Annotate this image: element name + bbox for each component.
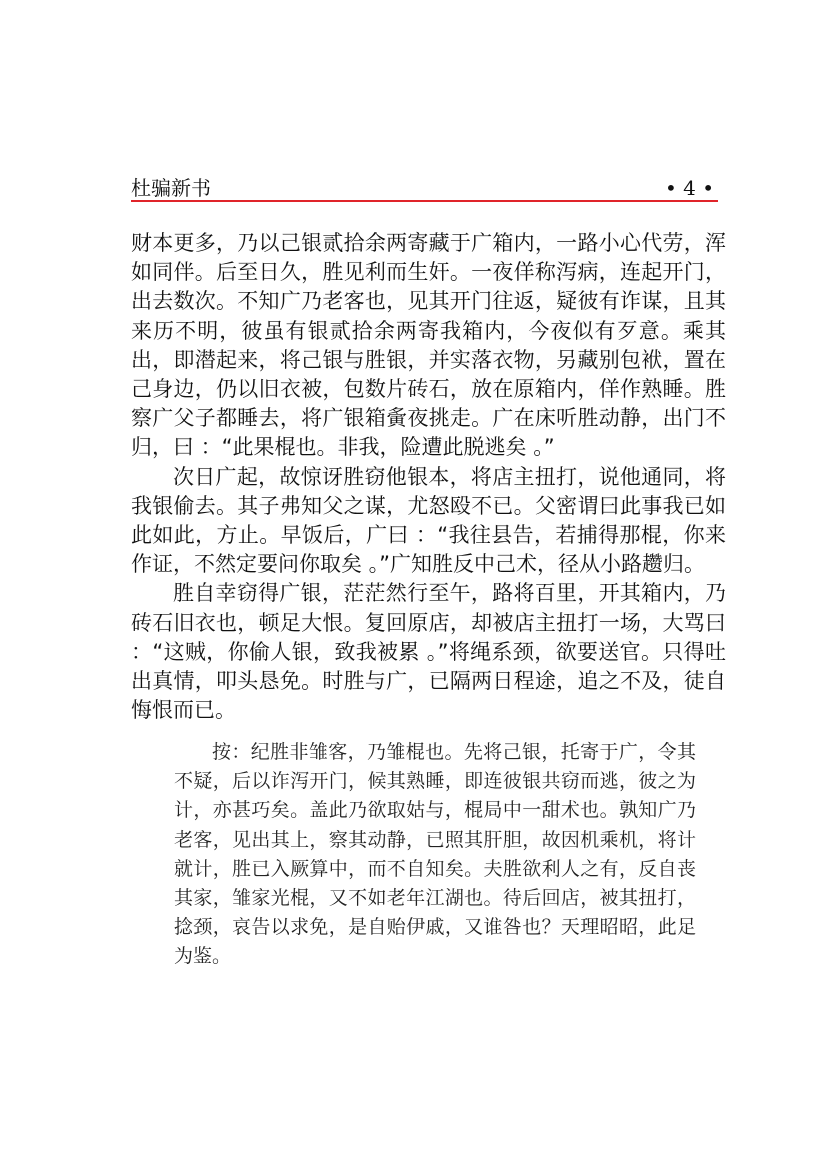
header-rule bbox=[131, 200, 718, 202]
commentary-text: 按：纪胜非雏客，乃雏棍也。先将己银，托寄于广，令其不疑，后以诈泻开门，候其熟睡，即连彼银共窃而逃，彼之为计，亦甚巧矣。盖此乃欲取姑与，棍局中一甜术也。孰知广乃老客，见出其上，察其动静，已照其肝胆，故因机乘机，将计就计，胜已入厥算中，而不自知矣。夫胜欲利人之有，反自丧其家，雏家光棍，又不如老年江湖也。待后回店，被其扭打，捻颈，哀告以求免，是自贻伊戚，又谁咎也？天理昭昭，此足为鉴。 bbox=[174, 741, 696, 968]
paragraph: 次日广起，故惊讶胜窃他银本，将店主扭打，说他通同，将我银偷去。其子弗知父之谋，尤怒殴不已。父密谓曰此事我已如此如此，方止。早饭后，广曰 ：“我往县告，若捕得那棍，你来作证，不然定要问你取矣 。”广知胜反中己术，径从小路趱归。 bbox=[131, 464, 726, 577]
paragraph: 财本更多，乃以己银贰拾余两寄藏于广箱内，一路小心代劳，浑如同伴。后至日久，胜见利而生奸。一夜佯称泻病，连起开门，出去数次。不知广乃老客也，见其开门往返，疑彼有诈谋，且其来历不明，彼虽有银贰拾余两寄我箱内，今夜似有歹意。乘其出，即潜起来，将己银与胜银，并实落衣物，另藏别包袱，置在己身边，仍以旧衣被，包数片砖石，放在原箱内，佯作熟睡。胜察广父子都睡去，将广银箱夤夜挑走。广在床听胜动静，出门不归，曰 ：“此果棍也。非我，险遭此脱逃矣 。” bbox=[131, 231, 726, 460]
paragraph: 胜自幸窃得广银，茫茫然行至午，路将百里，开其箱内，乃砖石旧衣也，顿足大恨。复回原店，却被店主扭打一场，大骂曰 ：“这贼，你偷人银，致我被累 。”将绳系颈，欲要送官。只得吐出真情，叩头恳免。时胜与广，已隔两日程途，追之不及，徒自悔恨而已。 bbox=[131, 581, 726, 723]
commentary-note bbox=[174, 738, 696, 972]
book-title: 杜骗新书 bbox=[131, 176, 211, 200]
page-number: • 4 • bbox=[664, 176, 714, 200]
main-text bbox=[131, 229, 726, 725]
page-header bbox=[131, 176, 718, 202]
